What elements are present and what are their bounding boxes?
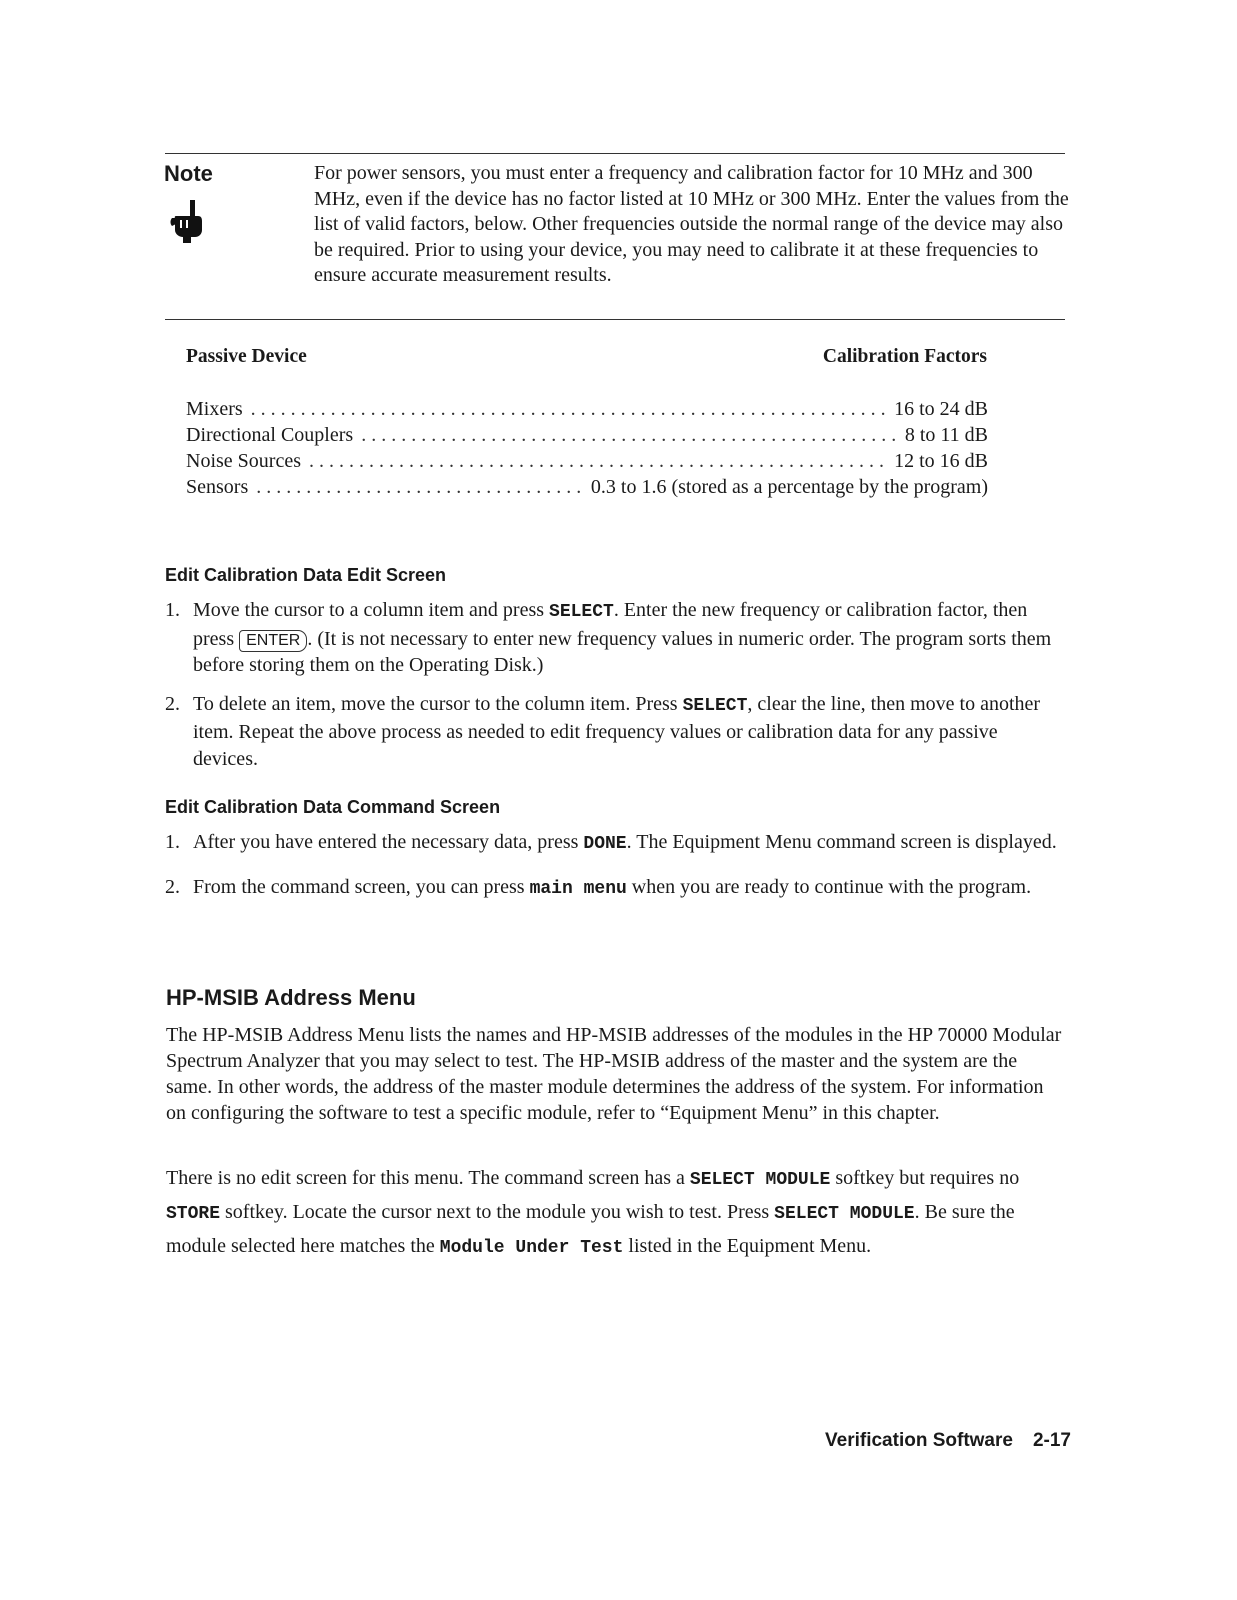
step-text-part: . The Equipment Menu command screen is displayed. xyxy=(626,831,1057,853)
factor-value: 12 to 16 dB xyxy=(894,450,988,472)
step-text xyxy=(193,597,1065,679)
command-screen-heading: Edit Calibration Data Command Screen xyxy=(165,797,501,817)
list-item xyxy=(165,874,1065,903)
factor-value: 0.3 to 1.6 (stored as a percentage by the program) xyxy=(590,476,988,498)
factor-device: Sensors xyxy=(186,476,249,498)
edit-screen-steps xyxy=(165,597,1065,784)
softkey-select: SELECT xyxy=(549,602,614,622)
leader-dots xyxy=(256,476,583,499)
step-text xyxy=(193,829,1065,858)
list-item xyxy=(165,829,1065,858)
step-text xyxy=(193,691,1065,773)
softkey-select-module: SELECT MODULE xyxy=(774,1204,915,1224)
step-number: 1. xyxy=(165,599,180,621)
leader-dots xyxy=(309,450,886,473)
passive-device-header: Passive Device xyxy=(186,346,307,367)
factor-row xyxy=(186,476,988,502)
step-number: 2. xyxy=(165,692,180,715)
step-text-part: , clear the line, then move to another item. Repeat the above process as needed to edit frequency values or calibration data for any passive devices. xyxy=(193,692,1041,770)
factor-device: Directional Couplers xyxy=(186,424,354,446)
factor-row xyxy=(186,424,988,450)
factor-value: 8 to 11 dB xyxy=(904,424,988,446)
softkey-select-module: SELECT MODULE xyxy=(689,1170,831,1190)
address-menu-heading: HP-MSIB Address Menu xyxy=(166,985,416,1010)
softkey-select: SELECT xyxy=(682,695,748,716)
leader-dots xyxy=(361,424,897,447)
step-number: 1. xyxy=(165,831,180,853)
note-bottom-rule xyxy=(165,319,1065,320)
field-module-under-test: Module Under Test xyxy=(439,1238,624,1258)
step-text xyxy=(193,874,1065,903)
footer-title: Verification Software xyxy=(825,1430,1013,1451)
enter-key: ENTER xyxy=(239,630,307,652)
step-number: 2. xyxy=(165,875,180,898)
step-text-part: . Enter the new frequency or calibration factor, then press xyxy=(193,599,1028,650)
step-text-part: Move the cursor to a column item and press xyxy=(193,599,550,621)
list-item xyxy=(165,597,1065,679)
factor-row xyxy=(186,398,988,424)
note-top-rule xyxy=(165,153,1065,154)
page-footer xyxy=(825,1430,1071,1452)
leader-dots xyxy=(251,398,886,421)
note-label: Note xyxy=(164,161,213,186)
softkey-main-menu: main menu xyxy=(529,878,627,899)
factor-value: 16 to 24 dB xyxy=(894,398,988,420)
factor-row xyxy=(186,450,988,476)
paragraph-text-part: softkey but requires no xyxy=(830,1167,1020,1189)
factor-device: Mixers xyxy=(186,398,243,420)
list-item xyxy=(165,691,1065,773)
calibration-factors-header: Calibration Factors xyxy=(822,346,987,367)
note-text: For power sensors, you must enter a frequency and calibration factor for 10 MHz and 300 MHz, even if the device has no factor listed at 10 MHz or 300 MHz. Enter the values from the list of valid factors, below. Other frequencies outside the normal range of the device may also be required. Prior to using your device, you may need to calibrate it at these frequencies to ensure accurate measurement results. xyxy=(314,162,1069,286)
paragraph-text-part: There is no edit screen for this menu. The command screen has a xyxy=(166,1167,690,1189)
paragraph-text-part: . Be sure the module selected here matches the xyxy=(166,1201,1015,1257)
step-text-part: To delete an item, move the cursor to the column item. Press xyxy=(193,692,683,715)
address-menu-paragraph: The HP-MSIB Address Menu lists the names and HP-MSIB addresses of the modules in the HP 70000 Modular Spectrum Analyzer that you may select to test. The HP-MSIB address of the master and the system are the same. In other words, the address of the master module determines the address of the system. For information on configuring the software to test a specific module, refer to “Equipment Menu” in this chapter. xyxy=(166,1024,1062,1124)
step-text-part: After you have entered the necessary data, press xyxy=(193,831,584,853)
command-screen-steps xyxy=(165,829,1065,914)
factor-device: Noise Sources xyxy=(186,450,301,472)
step-text-part: when you are ready to continue with the program. xyxy=(626,875,1032,898)
step-text-part: . (It is not necessary to enter new frequency values in numeric order. The program sorts them before storing them on the Operating Disk.) xyxy=(193,627,1052,676)
pointing-hand-icon xyxy=(162,198,212,244)
calibration-factor-list xyxy=(186,398,988,502)
softkey-done: DONE xyxy=(583,834,627,854)
softkey-store: STORE xyxy=(166,1204,221,1224)
paragraph-text-part: softkey. Locate the cursor next to the module you wish to test. Press xyxy=(220,1201,775,1223)
page-number: 2-17 xyxy=(1032,1430,1071,1451)
paragraph-text-part: listed in the Equipment Menu. xyxy=(623,1235,872,1257)
step-text-part: From the command screen, you can press xyxy=(193,875,530,898)
edit-screen-heading: Edit Calibration Data Edit Screen xyxy=(165,565,447,585)
address-menu-paragraph-2 xyxy=(166,1162,1066,1264)
